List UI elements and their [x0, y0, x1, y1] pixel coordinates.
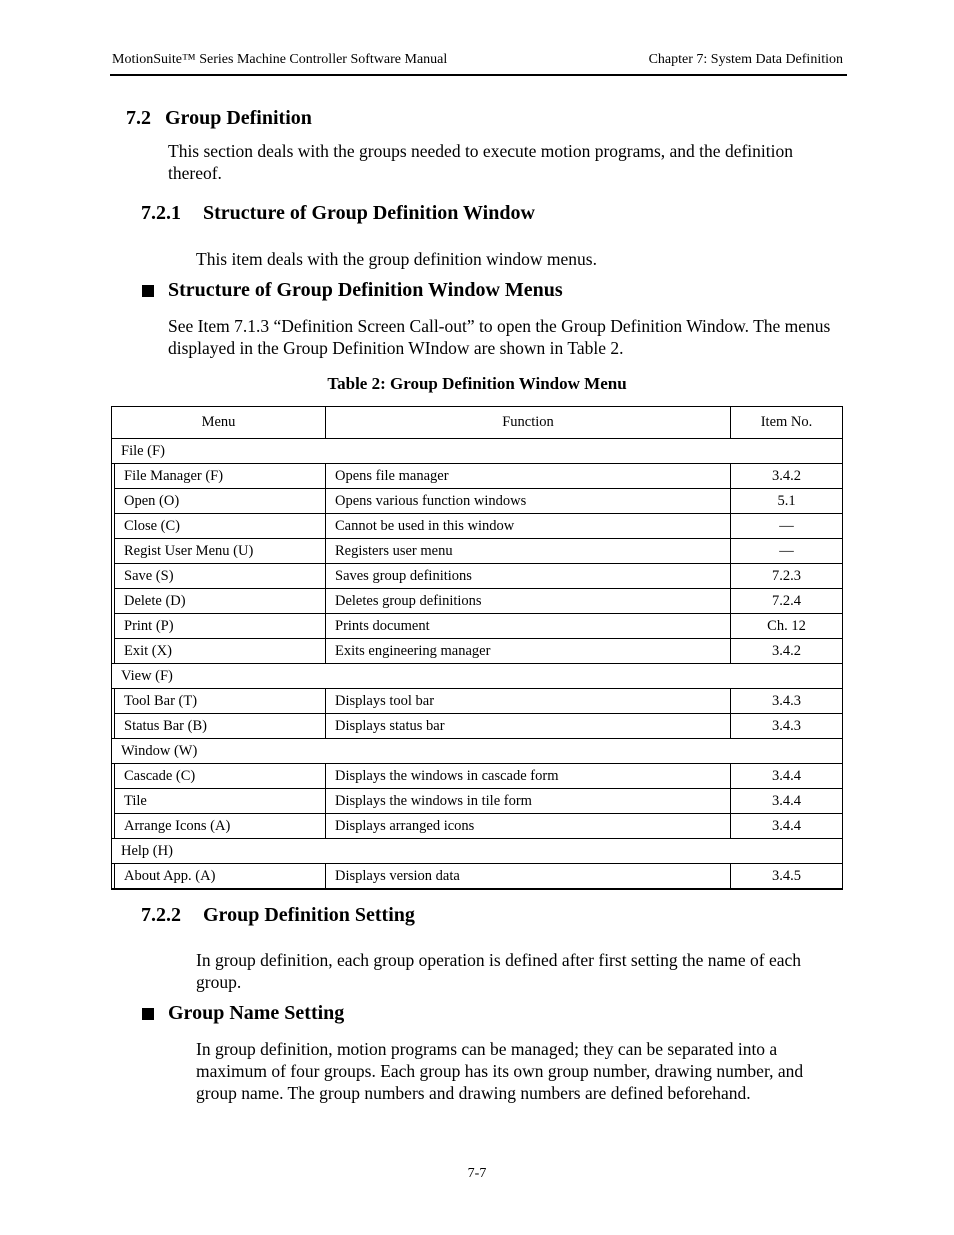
menu-item-cell: Close (C)	[115, 514, 326, 539]
item-no-cell: —	[731, 514, 843, 539]
subsection-1-number: 7.2.1	[141, 202, 181, 224]
item-no-cell: 3.4.3	[731, 714, 843, 739]
table-caption: Table 2: Group Definition Window Menu	[327, 374, 627, 393]
table-row	[112, 614, 843, 639]
bullet-1-text: See Item 7.1.3 “Definition Screen Call-out” to open the Group Definition Window. The menus displayed in the Group Definition WIndow are shown in Table 2.	[168, 316, 831, 358]
subsection-2-intro: In group definition, each group operation is defined after first setting the name of each group.	[196, 950, 801, 992]
item-no-cell: 3.4.4	[731, 789, 843, 814]
item-no-cell: 5.1	[731, 489, 843, 514]
table-row	[112, 564, 843, 589]
menu-item-cell: Regist User Menu (U)	[115, 539, 326, 564]
menu-item-cell: Tile	[115, 789, 326, 814]
item-no-cell: 3.4.3	[731, 689, 843, 714]
subsection-2-heading	[141, 904, 415, 927]
page-number: 7-7	[467, 1166, 487, 1181]
item-no-cell: 3.4.2	[731, 639, 843, 664]
square-bullet-icon	[142, 1008, 154, 1020]
section-title: Group Definition	[165, 107, 312, 129]
table-row	[112, 764, 843, 789]
header-item-no: Item No.	[731, 407, 843, 439]
function-cell: Displays version data	[326, 864, 731, 890]
function-cell: Displays tool bar	[326, 689, 731, 714]
menu-item-cell: Open (O)	[115, 489, 326, 514]
item-no-cell: 3.4.4	[731, 764, 843, 789]
item-no-cell: 7.2.4	[731, 589, 843, 614]
table-row	[112, 589, 843, 614]
table-row	[112, 789, 843, 814]
menu-item-cell: Save (S)	[115, 564, 326, 589]
function-cell: Registers user menu	[326, 539, 731, 564]
menu-item-cell: Print (P)	[115, 614, 326, 639]
function-cell: Displays status bar	[326, 714, 731, 739]
function-cell: Displays the windows in tile form	[326, 789, 731, 814]
subsection-2-number: 7.2.2	[141, 904, 181, 926]
table-row	[112, 514, 843, 539]
item-no-cell: 3.4.2	[731, 464, 843, 489]
header-menu: Menu	[112, 407, 326, 439]
table-row	[112, 464, 843, 489]
table-row	[112, 689, 843, 714]
menu-table	[111, 406, 843, 890]
menu-group-label: View (F)	[112, 664, 843, 689]
function-cell: Prints document	[326, 614, 731, 639]
menu-item-cell: About App. (A)	[115, 864, 326, 890]
section-heading	[126, 107, 312, 130]
function-cell: Deletes group definitions	[326, 589, 731, 614]
menu-group-label: Window (W)	[112, 739, 843, 764]
function-cell: Cannot be used in this window	[326, 514, 731, 539]
header-rule	[110, 74, 847, 76]
bullet-heading-2	[142, 1002, 344, 1025]
item-no-cell: Ch. 12	[731, 614, 843, 639]
table-row	[112, 864, 843, 890]
function-cell: Exits engineering manager	[326, 639, 731, 664]
running-header-title: MotionSuite™ Series Machine Controller Software Manual	[112, 52, 448, 67]
bullet-heading-1	[142, 279, 563, 302]
menu-group-label: Help (H)	[112, 839, 843, 864]
bullet-heading-1-title: Structure of Group Definition Window Menus	[168, 279, 563, 301]
item-no-cell: 3.4.5	[731, 864, 843, 890]
menu-item-cell: Cascade (C)	[115, 764, 326, 789]
subsection-2-title: Group Definition Setting	[203, 904, 415, 926]
function-cell: Opens various function windows	[326, 489, 731, 514]
bullet-heading-2-title: Group Name Setting	[168, 1002, 345, 1024]
function-cell: Displays arranged icons	[326, 814, 731, 839]
menu-group-row	[112, 739, 843, 764]
menu-group-row	[112, 439, 843, 464]
menu-item-cell: Delete (D)	[115, 589, 326, 614]
menu-item-cell: Exit (X)	[115, 639, 326, 664]
menu-item-cell: Arrange Icons (A)	[115, 814, 326, 839]
table-header-row	[112, 407, 843, 439]
section-intro: This section deals with the groups needed to execute motion programs, and the definition thereof.	[168, 141, 793, 183]
table-row	[112, 539, 843, 564]
function-cell: Saves group definitions	[326, 564, 731, 589]
table-row	[112, 714, 843, 739]
menu-item-cell: File Manager (F)	[115, 464, 326, 489]
table-row	[112, 639, 843, 664]
subsection-1-intro: This item deals with the group definition window menus.	[196, 249, 597, 269]
table-row	[112, 489, 843, 514]
menu-group-label: File (F)	[112, 439, 843, 464]
item-no-cell: 7.2.3	[731, 564, 843, 589]
menu-group-row	[112, 839, 843, 864]
menu-group-row	[112, 664, 843, 689]
function-cell: Opens file manager	[326, 464, 731, 489]
menu-item-cell: Tool Bar (T)	[115, 689, 326, 714]
function-cell: Displays the windows in cascade form	[326, 764, 731, 789]
bullet-2-text: In group definition, motion programs can be managed; they can be separated into a maximum of four groups. Each group has its own group number, drawing number, and group name. The group numbers and drawing numbers are defined beforehand.	[196, 1039, 804, 1103]
header-function: Function	[326, 407, 731, 439]
item-no-cell: 3.4.4	[731, 814, 843, 839]
table-row	[112, 814, 843, 839]
subsection-1-heading	[141, 202, 535, 225]
square-bullet-icon	[142, 285, 154, 297]
section-number: 7.2	[126, 107, 151, 129]
item-no-cell: —	[731, 539, 843, 564]
running-header-chapter: Chapter 7: System Data Definition	[648, 52, 843, 67]
menu-item-cell: Status Bar (B)	[115, 714, 326, 739]
subsection-1-title: Structure of Group Definition Window	[203, 202, 535, 224]
